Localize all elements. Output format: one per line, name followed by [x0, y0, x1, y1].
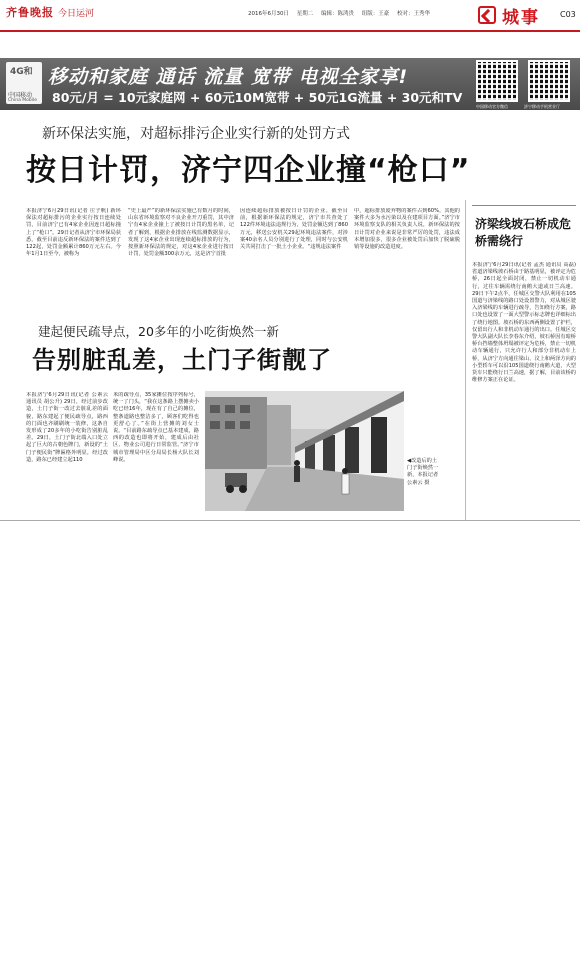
issue-weekday: 星期二: [296, 11, 314, 17]
section-label: [478, 2, 558, 28]
street-photo: [205, 391, 404, 511]
article-column: “史上最严”的新环保法实施已有数月的时间，山东省环境监察对不良企业开刀重罚，其中济宁有4家企业撞上了被按日计罚的黑名单，记者了解到，根据企业排放在线监测数据显示，发现了这4家企业出现连续超标排放的行为，按照新环保法的规定，对这4家企业进行按日计罚，处罚金额300余万元，这是济宁首批: [128, 208, 234, 258]
brand-name-en: China Mobile: [8, 98, 38, 103]
article2-headline: 告别脏乱差，土门子街靓了: [32, 346, 332, 374]
qr-caption: 济宁移动手机营业厅: [524, 104, 560, 109]
article2-kicker: 建起便民疏导点，20多年的小吃街焕然一新: [38, 324, 279, 339]
side-divider: [472, 205, 576, 206]
masthead-title: 齐鲁晚报: [6, 6, 54, 19]
article-column: 本报济宁6月29日讯(记者 公素云 通讯员 胡公升) 29日，经过前步改造，土门子街一改过去脏乱差的面貌，路东建起了便民疏导点，路西的门面也齐刷刷统一装修，这条自发形成了20多年的小吃街告别脏乱差。29日，土门子街北端入口处立起了巨大的古朝色牌门，新设的“土门子便民街”牌匾格外明显，经过改造，路东已经建立起110: [26, 392, 108, 463]
article-kicker: 新环保法实施，对超标排污企业实行新的处罚方式: [42, 126, 350, 142]
article-column: 中，超标排放废弃物的案件占到60%，其他的案件大多为水污染以及在建项目方面。”济宁市环境监察支队的相关负责人说，新环保法的按日计罚对企业来说是非常严厉的处罚，违法成本增加很多，很多企业被处罚后加快了脱硫脱销等设施的改造进度。: [354, 208, 460, 251]
ad-prices: 80元/月 = 10元家庭网 + 60元10M宽带 + 50元1G流量 + 30元和TV: [52, 90, 463, 105]
article-column: 本报济宁6月29日讯(记者 庄子帆) 新环保法对超标排污的企业实行按日连续处罚，目前济宁已有4家企业因连日超标撞上了“枪口”。29日记者从济宁市环保局获悉，截至目前违反新环保法的案件达到了122起，处罚金额累计860万元左右。今年1月1日至今，被称为: [26, 208, 121, 258]
ad-slogan: 移动和家庭 通话 流量 宽带 电视全家享!: [48, 66, 409, 88]
brand-name: 中国移动: [8, 92, 33, 99]
editor-credit: 编辑：陈鸿贵: [321, 11, 355, 17]
photo-caption: ◀改造后的土门子街焕然一新，本报记者 公素云 摄: [407, 458, 439, 486]
side-article-body: 本报济宁6月29日讯(记者 孟杰 通讯员 高磊) 省道济梁线坡石桥由于路基明显，被评定为危桥，26日起全面封闭，禁止一切机动车通行，过往车辆需绕行南鹅大道或日兰高速。29日下午2点半，任城区交警大队利用在105国道与济梁线的路口处设置警力，对从城区驶入济梁线的车辆进行疏导，告知绕行方案，路口处也设置了一面大型警示标志牌也详细标出了绕行地图。坡石桥的东西两侧设置了护栏，仅留出行人和非机动车通行的出口。任城区交警大队副大队长李春东介绍，坡石桥因有暗桥桥台挡墙整体坍塌被评定为危桥，禁止一切机动车辆通行，只允许行人和部分非机动车上桥，从济宁方向通往梁山、汶上和两泽方向的小型轿车可以沿105国道绕行南鹅大道，大型货车只能绕行日兰高速，据了解，目前该桥的维修方案正在论证。: [472, 262, 576, 384]
article-column: 米的疏导点，35家摊位按序列标号，统一了门头，“我在这条路上摆摊卖小吃已经16年，现在有了自己的摊位，整条道路也整洁多了，顾客们吃得也更舒心了。”在街上营摊的刘女士说。“目前路东疏导点已基本建成，路西的改造也即将开始，建成后由社区、物业公司进行日常监管。”济宁市城市管理局中区分局局长杨大队长刘峰说。: [113, 392, 199, 463]
qr-caption: 中国移动官方微信: [476, 104, 508, 109]
qr-code-icon[interactable]: [528, 60, 570, 102]
designer-credit: 组版：王豪: [361, 11, 390, 17]
header-meta: [248, 9, 436, 17]
header-divider: [0, 30, 580, 32]
page-number: C03: [560, 10, 576, 19]
article-column: 因连续超标排放被按日计罚的企业。截至目前，根据新环保法的规定，济宁市共查处了122件环境违法违规行为，处罚金额达到了860万元，移送公安机关29起环境违法案件，对涉案40余名人员分别进行了处理，同时与公安机关共同打击了一批土小企业。“违规违法案件: [240, 208, 348, 251]
edition-name: 今日运河: [58, 9, 95, 19]
street-scene-image: [205, 391, 404, 511]
masthead: [6, 4, 94, 20]
column-divider: [465, 200, 466, 520]
qr-code-icon[interactable]: [476, 60, 518, 102]
section-name: 城事: [502, 7, 540, 28]
article-headline: 按日计罚，济宁四企业撞“枪口”: [26, 153, 471, 188]
section-check-icon: [478, 6, 496, 24]
bottom-divider: [0, 520, 580, 521]
proofreader-credit: 校对：王秀华: [397, 11, 431, 17]
caption-text: 改造后的土门子街焕然一新，本报记者 公素云 摄: [407, 458, 439, 486]
issue-date: 2016年6月30日: [248, 11, 289, 17]
side-headline: 济梁线坡石桥成危桥需绕行: [475, 217, 572, 248]
brand-logo-text: 4G和: [10, 67, 33, 77]
